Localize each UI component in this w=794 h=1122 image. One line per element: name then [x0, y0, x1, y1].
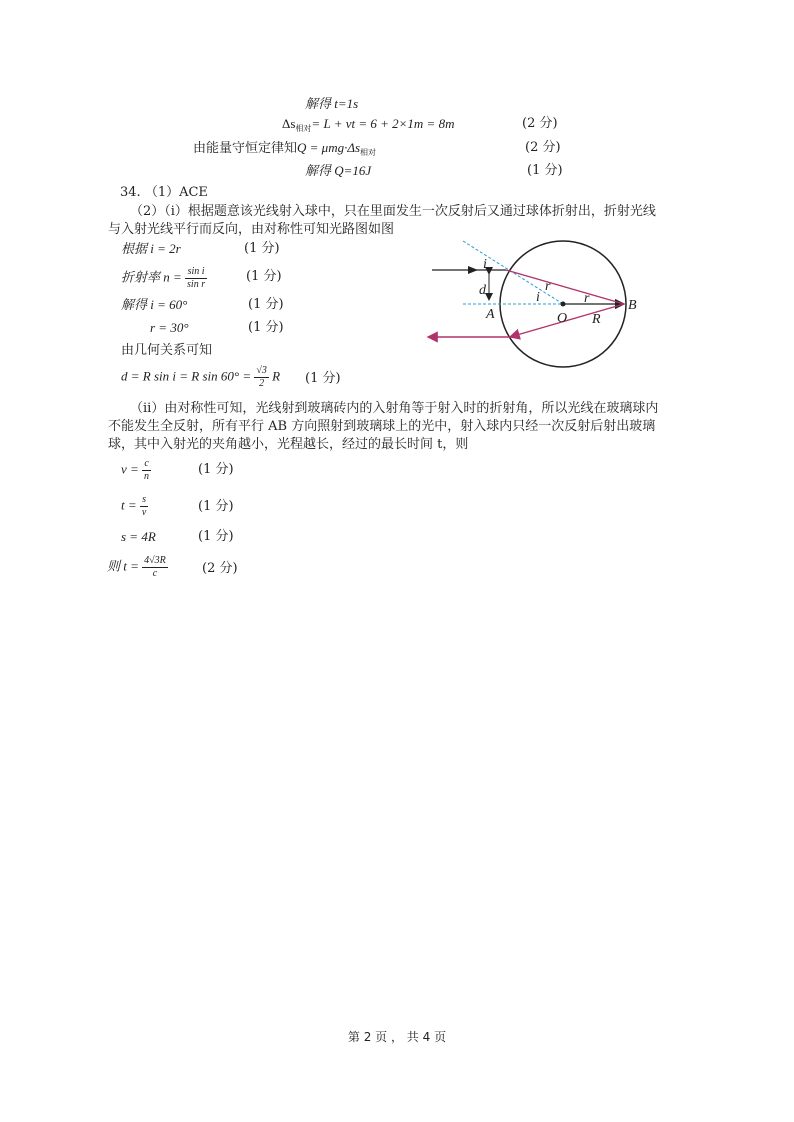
numerator: √3 — [256, 365, 267, 376]
numerator: sin i — [185, 266, 207, 279]
q34-number: 34. — [120, 185, 141, 200]
points: (1 分) — [198, 462, 234, 477]
para-3-line1: （ii）由对称性可知，光线射到玻璃砖内的入射角等于射入时的折射角，所以光线在玻璃球内 — [130, 401, 659, 416]
label-b: B — [628, 298, 637, 313]
points: (1 分) — [198, 529, 234, 544]
denominator: v — [141, 507, 147, 518]
numerator: 4√3R — [144, 555, 166, 566]
incident-arrow — [468, 266, 478, 274]
refraction-label: 折射率 n = — [121, 269, 182, 285]
label-r-right: r — [584, 291, 590, 306]
line-solve-q: 解得 Q=16J — [305, 163, 372, 178]
line-delta-s: $\Delta s_{相对}= L$ + vt = 6 + 2×1m = 8m — [282, 116, 455, 133]
page-footer: 第 2 页 ， 共 4 页 — [347, 1030, 447, 1044]
eq-s: s = 4R — [121, 529, 156, 544]
denominator: c — [152, 568, 158, 579]
eq-i-2r: 根据 i = 2r — [121, 241, 181, 256]
geometry-text: 由几何关系可知 — [121, 343, 213, 358]
center-dot — [561, 302, 566, 307]
label-r-mid: r — [545, 279, 551, 294]
para-3-line2: 不能发生全反射，所有平行 AB 方向照射到玻璃球上的光中，射入球内只经一次反射后射出玻璃 — [108, 419, 656, 434]
label-d: d — [479, 283, 486, 298]
label-o: O — [557, 311, 568, 326]
q34-answer: （1）ACE — [144, 185, 208, 200]
eq-i-60: 解得 i = 60° — [121, 297, 188, 312]
points: (1 分) — [305, 371, 341, 386]
line-solve-t: 解得 t=1s — [305, 96, 359, 111]
denominator: sin r — [187, 279, 206, 290]
v-lhs: v = — [121, 461, 139, 477]
para-2-line1: （2）（i）根据题意该光线射入球中，只在里面发生一次反射后又通过球体折射出，折射光线 — [130, 204, 656, 219]
points: (1 分) — [246, 269, 282, 284]
points: (2 分) — [525, 140, 561, 155]
label-r-radius: R — [592, 312, 601, 327]
label-i-top: i — [483, 257, 487, 272]
numerator: s — [140, 494, 148, 507]
energy-expr: Q = μmg·Δs — [297, 140, 361, 155]
points: (1 分) — [248, 297, 284, 312]
sub-relative: 相对 — [360, 148, 377, 157]
d-expr: d = R sin i = R sin 60° = — [121, 368, 252, 384]
label-a: A — [486, 307, 495, 322]
points: (1 分) — [198, 499, 234, 514]
delta-s-expr: = L + vt = 6 + 2×1m = 8m — [311, 116, 455, 131]
denominator: 2 — [259, 378, 265, 389]
label-i-mid: i — [536, 290, 540, 305]
refracted-ray — [506, 270, 624, 304]
points: (1 分) — [527, 163, 563, 178]
para-2-line2: 与入射光线平行而反向，由对称性可知光路图如图 — [108, 222, 395, 237]
points: (1 分) — [244, 241, 280, 256]
d-tail: R — [272, 368, 281, 384]
denominator: n — [144, 471, 150, 482]
para-3-line3: 球，其中入射光的夹角越小，光程越长，经过的最长时间 t，则 — [108, 437, 469, 452]
points: (1 分) — [248, 320, 284, 335]
sub-relative: 相对 — [295, 124, 312, 133]
t-lhs: t = — [121, 497, 137, 513]
points: (2 分) — [202, 561, 238, 576]
eq-r-30: r = 30° — [150, 320, 189, 335]
points: (2 分) — [522, 116, 558, 131]
energy-text: 由能量守恒定律知 — [193, 141, 298, 156]
numerator: c — [142, 458, 151, 471]
t-final-lhs: 则 t = — [107, 558, 139, 574]
